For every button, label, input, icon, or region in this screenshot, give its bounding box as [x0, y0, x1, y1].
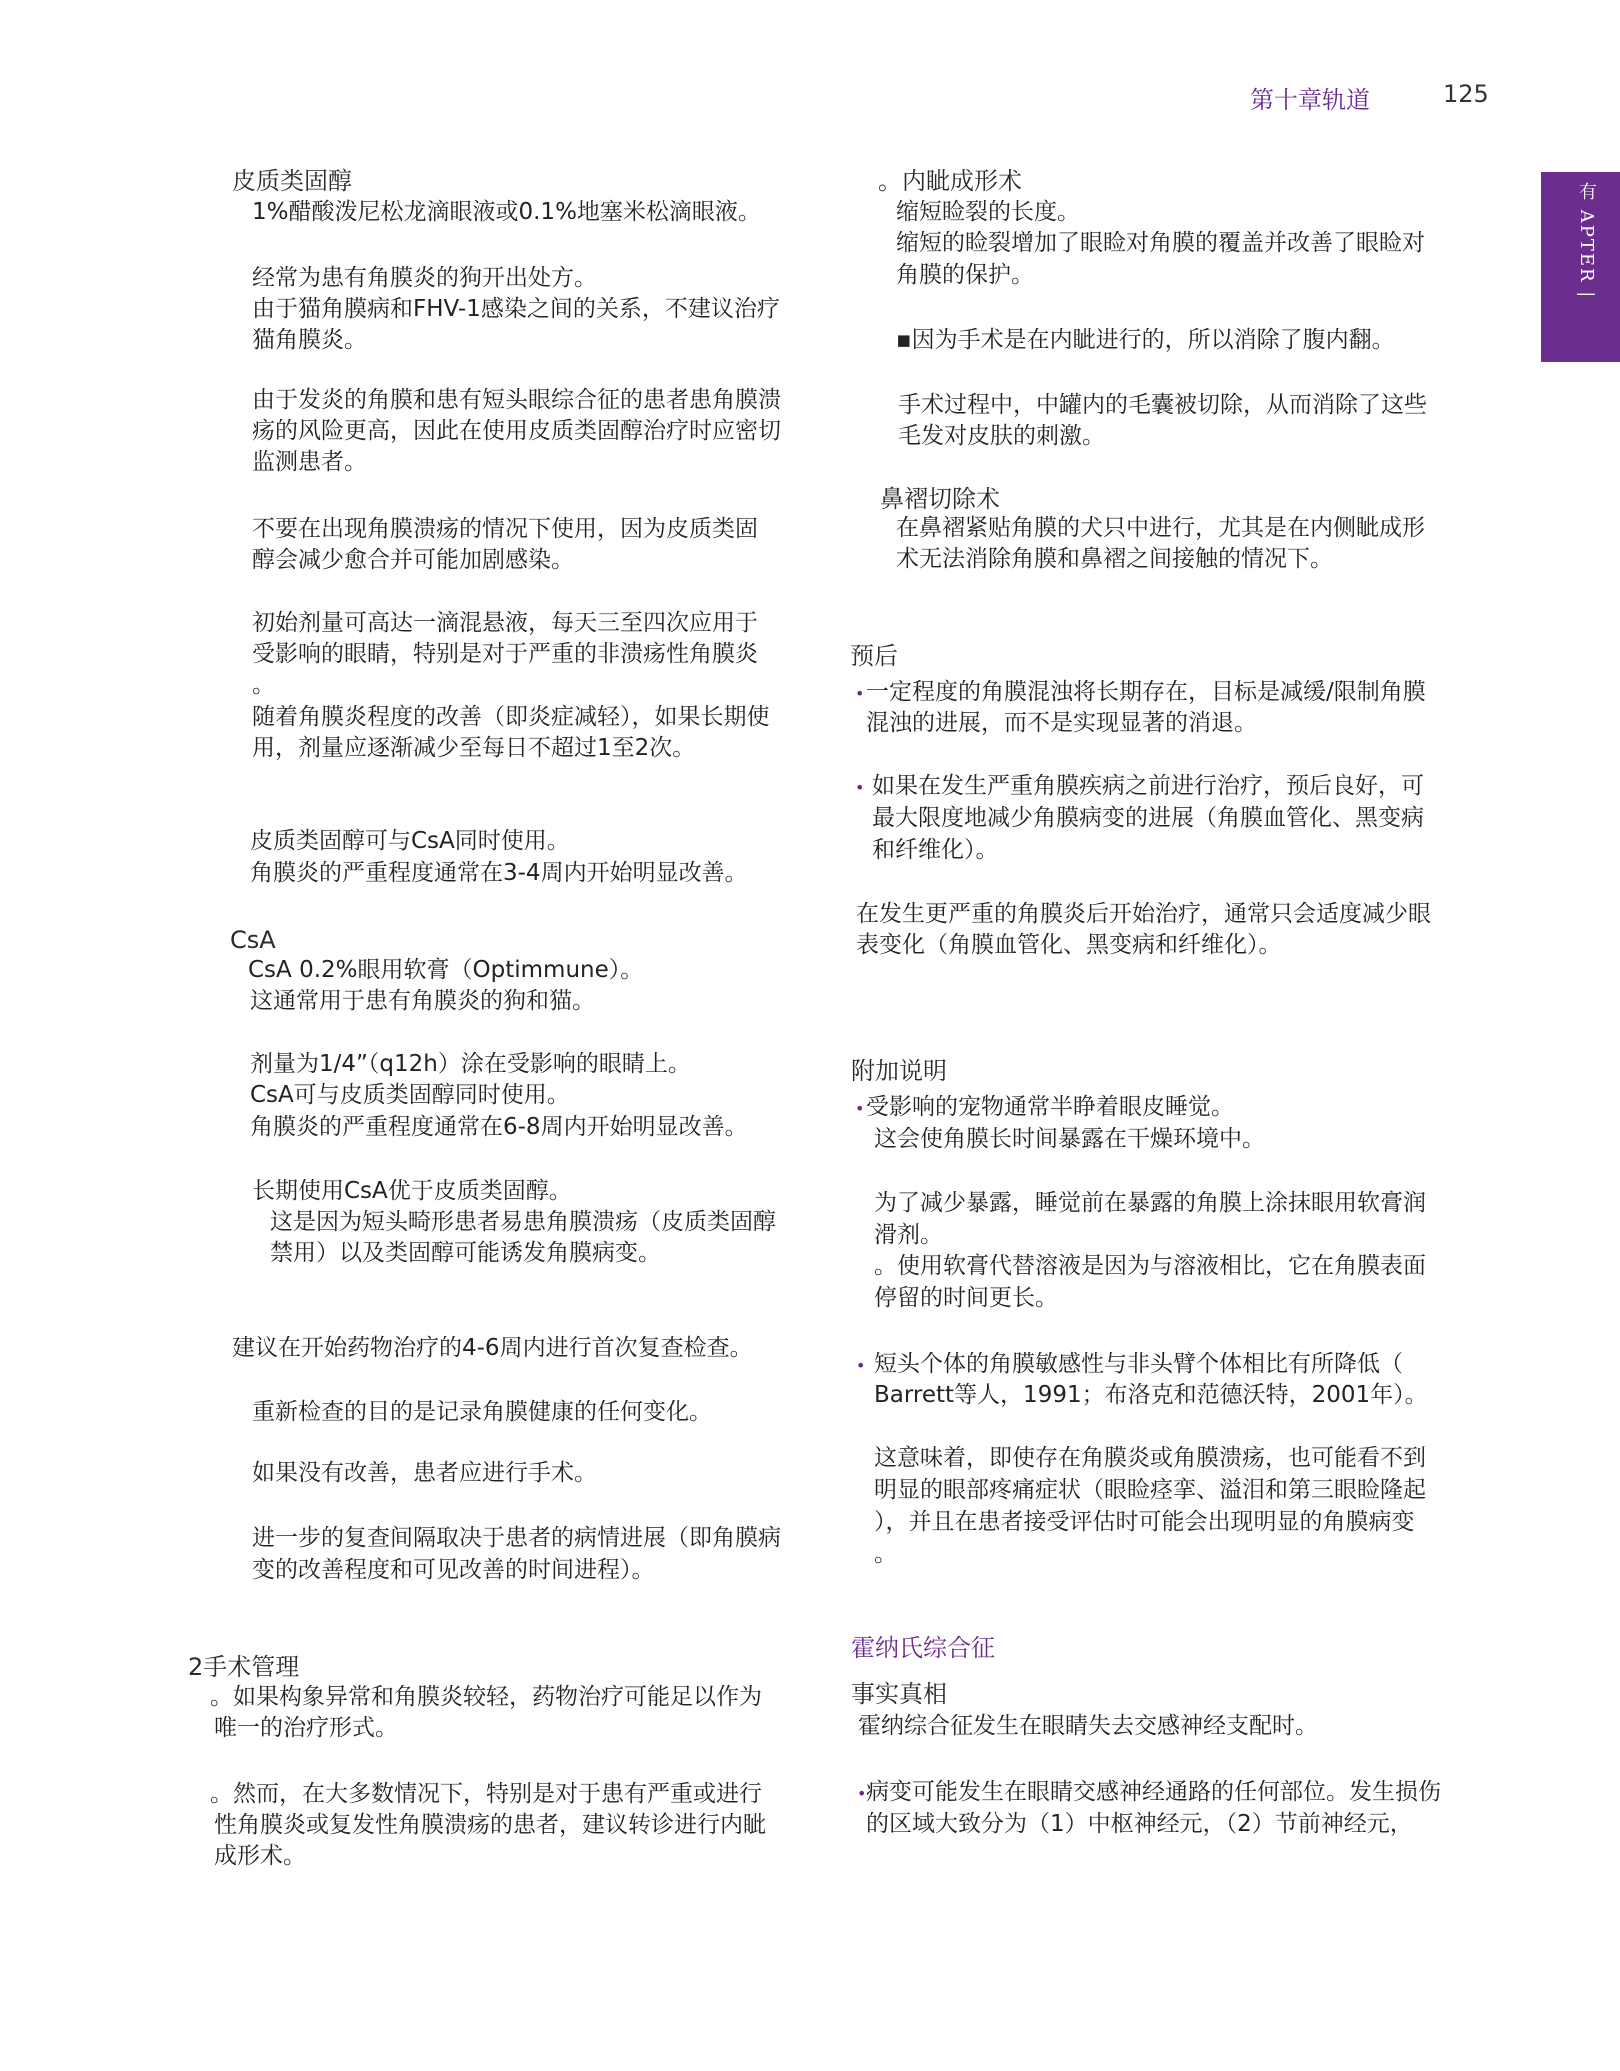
text-line: 停留的时间更长。	[874, 1285, 1058, 1311]
horner-section-heading: 霍纳氏综合征	[851, 1634, 995, 1662]
text-line: 唯一的治疗形式。	[214, 1715, 398, 1741]
text-line: 的区域大致分为（1）中枢神经元，（2）节前神经元，	[866, 1811, 1413, 1837]
text-line: 在发生更严重的角膜炎后开始治疗，通常只会适度减少眼	[856, 901, 1431, 927]
text-line: 监测患者。	[252, 449, 367, 475]
text-line: 这通常用于患有角膜炎的狗和猫。	[250, 988, 595, 1014]
text-line: 这会使角膜长时间暴露在干燥环境中。	[874, 1126, 1265, 1152]
canthoplasty-heading: 。内眦成形术	[878, 167, 1022, 195]
text-line: 最大限度地减少角膜病变的进展（角膜血管化、黑变病	[872, 805, 1424, 831]
facts-heading: 事实真相	[851, 1680, 947, 1708]
text-line: 如果没有改善，患者应进行手术。	[252, 1460, 597, 1486]
text-line: 长期使用CsA优于皮质类固醇。	[252, 1178, 572, 1204]
text-line: 毛发对皮肤的刺激。	[898, 423, 1105, 449]
text-line: 角膜炎的严重程度通常在3-4周内开始明显改善。	[250, 860, 748, 886]
text-line: 角膜炎的严重程度通常在6-8周内开始明显改善。	[250, 1114, 748, 1140]
text-line: 。使用软膏代替溶液是因为与溶液相比，它在角膜表面	[874, 1253, 1426, 1279]
text-line: ▪因为手术是在内眦进行的，所以消除了腹内翻。	[896, 327, 1395, 353]
text-line: 成形术。	[214, 1843, 306, 1869]
text-line: 明显的眼部疼痛症状（眼睑痉挛、溢泪和第三眼睑隆起	[874, 1477, 1426, 1503]
chapter-side-tab	[1541, 172, 1620, 362]
notes-heading: 附加说明	[851, 1057, 947, 1085]
text-line: 术无法消除角膜和鼻褶之间接触的情况下。	[896, 546, 1333, 572]
text-line: 霍纳综合征发生在眼睛失去交感神经支配时。	[858, 1713, 1318, 1739]
text-line: 剂量为1/4”（q12h）涂在受影响的眼睛上。	[250, 1051, 691, 1077]
text-line: 醇会减少愈合并可能加剧感染。	[252, 547, 574, 573]
text-line: 由于猫角膜病和FHV-1感染之间的关系，不建议治疗	[252, 296, 780, 322]
text-line: ），并且在患者接受评估时可能会出现明显的角膜病变	[874, 1509, 1415, 1535]
text-line: 重新检查的目的是记录角膜健康的任何变化。	[252, 1399, 712, 1425]
page-number: 125	[1443, 80, 1489, 108]
text-line: 不要在出现角膜溃疡的情况下使用，因为皮质类固	[252, 516, 758, 542]
text-line: 皮质类固醇可与CsA同时使用。	[250, 828, 570, 854]
bullet-icon: •	[857, 1784, 867, 1803]
text-line: 受影响的眼睛，特别是对于严重的非溃疡性角膜炎	[252, 641, 758, 667]
text-line: 用，剂量应逐渐减少至每日不超过1至2次。	[252, 735, 696, 761]
text-line: 猫角膜炎。	[252, 327, 367, 353]
corticosteroids-drops: 1%醋酸泼尼松龙滴眼液或0.1%地塞米松滴眼液。	[252, 199, 761, 225]
text-line: Barrett等人，1991；布洛克和范德沃特，2001年）。	[874, 1382, 1428, 1408]
side-tab-label: 有 APTER |	[1576, 182, 1597, 300]
bullet-icon: •	[855, 1099, 865, 1118]
text-line: 病变可能发生在眼睛交感神经通路的任何部位。发生损伤	[866, 1779, 1441, 1805]
text-line: 性角膜炎或复发性角膜溃疡的患者，建议转诊进行内眦	[214, 1812, 766, 1838]
csa-heading: CsA	[230, 926, 276, 954]
text-line: 滑剂。	[874, 1222, 943, 1248]
bullet-icon: •	[856, 1356, 866, 1375]
text-line: 疡的风险更高，因此在使用皮质类固醇治疗时应密切	[252, 418, 781, 444]
text-line: 混浊的进展，而不是实现显著的消退。	[866, 710, 1257, 736]
text-line: CsA可与皮质类固醇同时使用。	[250, 1082, 570, 1108]
text-line: 角膜的保护。	[896, 262, 1034, 288]
text-line: 。如果构象异常和角膜炎较轻，药物治疗可能足以作为	[210, 1684, 762, 1710]
nasal-fold-heading: 鼻褶切除术	[880, 485, 1000, 513]
surgical-heading: 2手术管理	[188, 1653, 300, 1681]
text-line: 手术过程中，中罐内的毛囊被切除，从而消除了这些	[898, 392, 1427, 418]
recheck-text: 建议在开始药物治疗的4-6周内进行首次复查检查。	[232, 1335, 753, 1361]
text-line: 这是因为短头畸形患者易患角膜溃疡（皮质类固醇	[270, 1209, 776, 1235]
text-line: CsA 0.2%眼用软膏（Optimmune）。	[248, 957, 644, 983]
text-line: 缩短睑裂的长度。	[896, 199, 1080, 225]
text-line: 由于发炎的角膜和患有短头眼综合征的患者患角膜溃	[252, 387, 781, 413]
text-line: 表变化（角膜血管化、黑变病和纤维化）。	[856, 932, 1282, 958]
text-line: 禁用）以及类固醇可能诱发角膜病变。	[270, 1240, 661, 1266]
text-line: 这意味着，即使存在角膜炎或角膜溃疡，也可能看不到	[874, 1445, 1426, 1471]
text-line: 短头个体的角膜敏感性与非头臂个体相比有所降低（	[874, 1351, 1403, 1377]
text-line: 为了减少暴露，睡觉前在暴露的角膜上涂抹眼用软膏润	[874, 1190, 1426, 1216]
bullet-icon: •	[855, 684, 865, 703]
text-line: 如果在发生严重角膜疾病之前进行治疗，预后良好，可	[872, 773, 1424, 799]
text-line: 初始剂量可高达一滴混悬液，每天三至四次应用于	[252, 610, 758, 636]
text-line: 经常为患有角膜炎的狗开出处方。	[252, 265, 597, 291]
text-line: 在鼻褶紧贴角膜的犬只中进行，尤其是在内侧眦成形	[896, 515, 1425, 541]
bullet-icon: •	[855, 778, 865, 797]
text-line: 受影响的宠物通常半睁着眼皮睡觉。	[866, 1094, 1234, 1120]
text-line: 缩短的睑裂增加了眼睑对角膜的覆盖并改善了眼睑对	[896, 230, 1425, 256]
text-line: 一定程度的角膜混浊将长期存在，目标是减缓/限制角膜	[866, 679, 1426, 705]
text-line: 变的改善程度和可见改善的时间进程）。	[252, 1557, 655, 1583]
text-line: 进一步的复查间隔取决于患者的病情进展（即角膜病	[252, 1525, 781, 1551]
text-line: 。然而，在大多数情况下，特别是对于患有严重或进行	[210, 1781, 762, 1807]
corticosteroids-heading: 皮质类固醇	[232, 167, 352, 195]
chapter-title: 第十章轨道	[1250, 86, 1370, 114]
text-line: 和纤维化）。	[872, 837, 999, 863]
text-line: 随着角膜炎程度的改善（即炎症减轻），如果长期使	[252, 704, 770, 730]
text-line: 。	[252, 672, 275, 698]
text-line: 。	[874, 1541, 897, 1567]
prognosis-heading: 预后	[850, 642, 898, 670]
